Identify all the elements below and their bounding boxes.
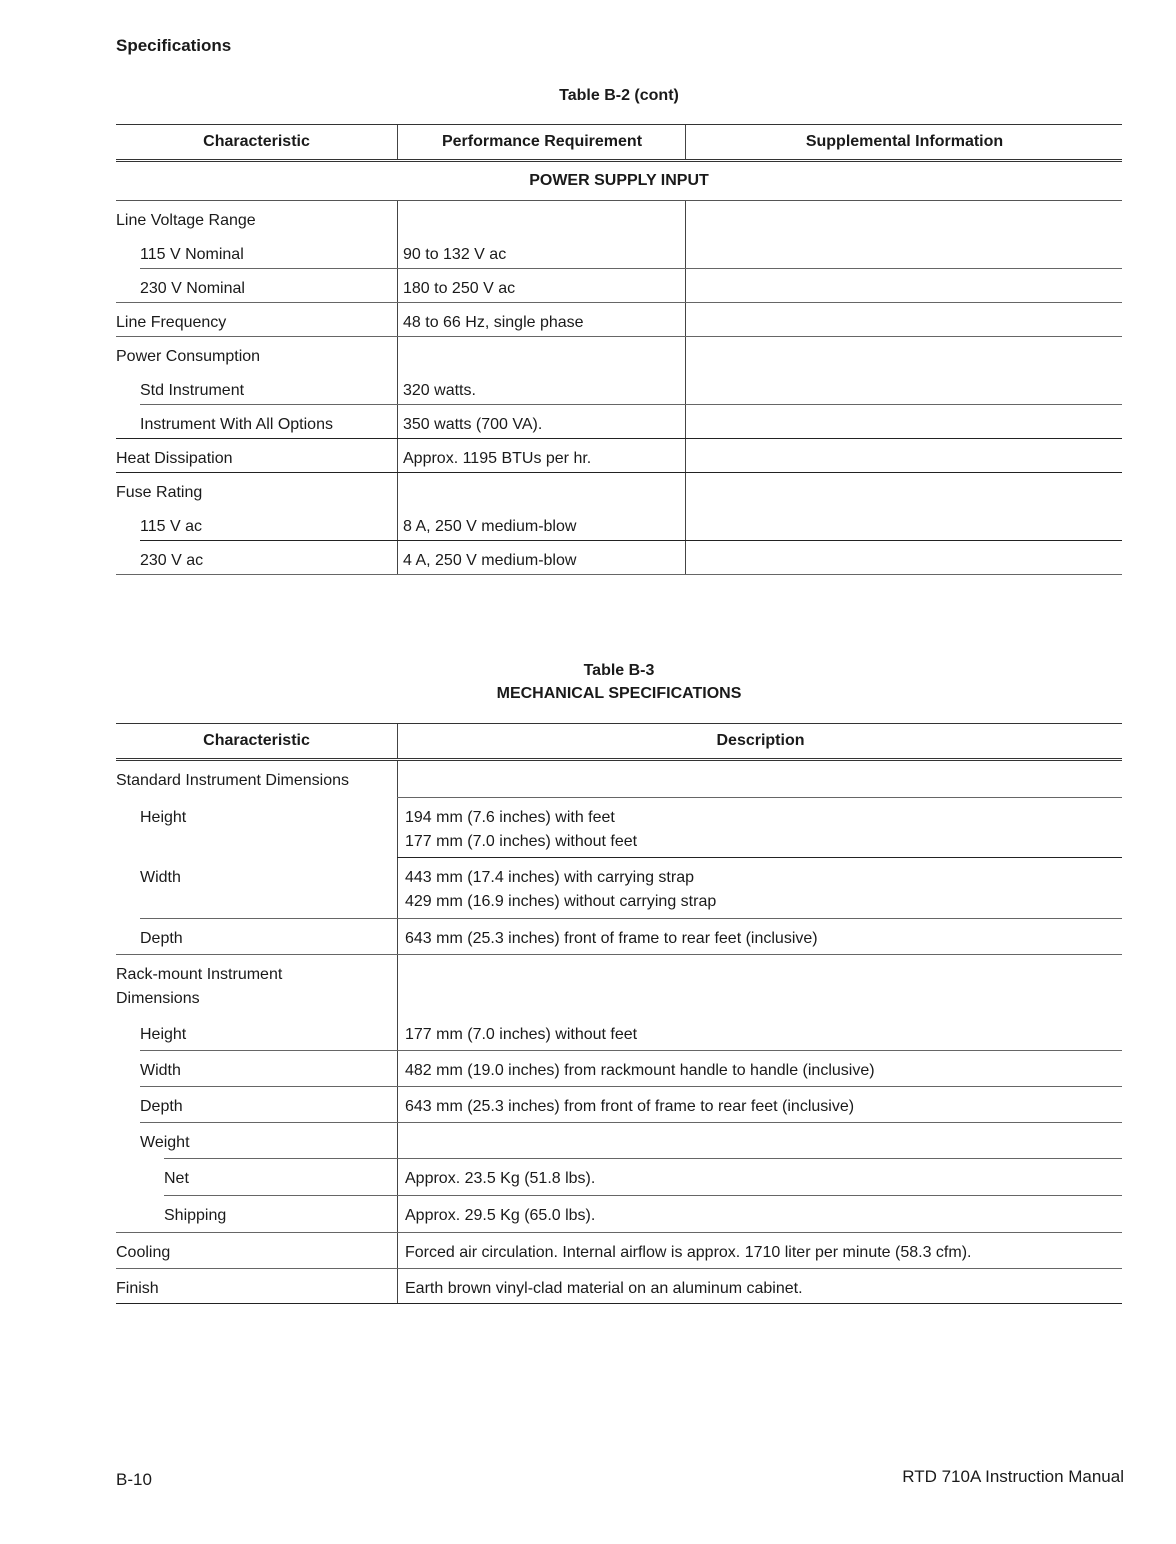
table-b3-body (116, 761, 1122, 1304)
cell-characteristic: Depth (140, 930, 183, 947)
section-title: Specifications (116, 36, 232, 55)
cell-description: Earth brown vinyl-clad material on an aluminum cabinet. (397, 1269, 1122, 1304)
cell-requirement (397, 473, 685, 507)
table-row (116, 201, 1122, 235)
cell-requirement: 180 to 250 V ac (397, 269, 685, 303)
cell-characteristic: Heat Dissipation (116, 450, 233, 467)
cell-requirement: 320 watts. (397, 371, 685, 405)
characteristic-line: Rack-mount Instrument (116, 966, 283, 983)
manual-title: RTD 710A Instruction Manual (902, 1467, 1124, 1486)
cell-characteristic: Depth (140, 1098, 183, 1115)
cell-requirement: Approx. 1195 BTUs per hr. (397, 439, 685, 473)
table-row (116, 798, 1122, 858)
cell-info (685, 473, 1122, 507)
cell-characteristic: Height (140, 809, 187, 826)
table-row (116, 1087, 1122, 1123)
cell-characteristic: 115 V ac (140, 518, 202, 535)
cell-characteristic: Net (164, 1170, 189, 1187)
cell-description (397, 858, 1122, 919)
cell-characteristic: Instrument With All Options (140, 416, 333, 433)
cell-info (685, 303, 1122, 337)
table-row (116, 1051, 1122, 1087)
cell-characteristic: Weight (140, 1134, 190, 1151)
cell-characteristic: Standard Instrument Dimensions (116, 772, 349, 789)
table-row (116, 919, 1122, 955)
table-row (116, 1233, 1122, 1269)
description-line: 443 mm (17.4 inches) with carrying strap (405, 869, 694, 886)
table-row (116, 1015, 1122, 1051)
cell-description (397, 798, 1122, 858)
table-row (116, 371, 1122, 405)
cell-description (397, 955, 1122, 1015)
cell-info (685, 201, 1122, 235)
cell-requirement: 90 to 132 V ac (397, 235, 685, 269)
cell-characteristic: Line Frequency (116, 314, 227, 331)
col-header-description: Description (397, 724, 1123, 758)
cell-info (685, 541, 1122, 575)
row-divider (116, 1303, 1122, 1304)
table-row (116, 1159, 1122, 1196)
table-row (116, 439, 1122, 473)
table-row (116, 303, 1122, 337)
cell-info (685, 269, 1122, 303)
table-b2-body (116, 201, 1122, 575)
table-row (116, 337, 1122, 371)
table-row (116, 1196, 1122, 1233)
cell-characteristic (116, 955, 397, 1015)
cell-description: Approx. 29.5 Kg (65.0 lbs). (397, 1196, 1122, 1233)
cell-requirement (397, 201, 685, 235)
table-b2-caption: Table B-2 (cont) (559, 87, 679, 104)
cell-characteristic: Shipping (164, 1207, 227, 1224)
cell-requirement: 8 A, 250 V medium-blow (397, 507, 685, 541)
table-b3-header (116, 723, 1122, 761)
description-line: 194 mm (7.6 inches) with feet (405, 809, 615, 826)
table-row (116, 541, 1122, 575)
cell-characteristic: Line Voltage Range (116, 212, 256, 229)
cell-characteristic: 230 V Nominal (140, 280, 245, 297)
cell-description (397, 1123, 1122, 1159)
cell-info (685, 235, 1122, 269)
table-row (116, 235, 1122, 269)
description-line: 177 mm (7.0 inches) without feet (405, 833, 638, 850)
table-b3-caption: Table B-3 (583, 662, 655, 679)
cell-info (685, 371, 1122, 405)
table-b2-header (116, 124, 1122, 162)
cell-characteristic: 115 V Nominal (140, 246, 244, 263)
table-row (116, 1269, 1122, 1304)
cell-characteristic: Width (140, 869, 181, 886)
cell-characteristic: Height (140, 1026, 187, 1043)
cell-description: 643 mm (25.3 inches) front of frame to rear feet (inclusive) (397, 919, 1122, 955)
cell-characteristic: Cooling (116, 1244, 171, 1261)
cell-characteristic: Fuse Rating (116, 484, 203, 501)
cell-characteristic: 230 V ac (140, 552, 204, 569)
cell-info (685, 507, 1122, 541)
cell-info (685, 439, 1122, 473)
cell-requirement: 4 A, 250 V medium-blow (397, 541, 685, 575)
table-row (116, 507, 1122, 541)
col-header-characteristic: Characteristic (203, 732, 310, 749)
cell-info (685, 337, 1122, 371)
table-b3 (116, 723, 1122, 1304)
cell-characteristic: Width (140, 1062, 181, 1079)
section-band-power-supply-input: POWER SUPPLY INPUT (116, 162, 1122, 201)
cell-description: Approx. 23.5 Kg (51.8 lbs). (397, 1159, 1122, 1196)
table-row (116, 269, 1122, 303)
col-header-performance-requirement: Performance Requirement (397, 125, 686, 159)
cell-requirement: 48 to 66 Hz, single phase (397, 303, 685, 337)
cell-characteristic: Power Consumption (116, 348, 261, 365)
cell-description: 482 mm (19.0 inches) from rackmount handle to handle (inclusive) (397, 1051, 1122, 1087)
table-b2 (116, 124, 1122, 575)
table-row (116, 955, 1122, 1015)
page-number: B-10 (116, 1470, 152, 1489)
col-header-supplemental-information: Supplemental Information (685, 125, 1123, 159)
cell-description: 177 mm (7.0 inches) without feet (397, 1015, 1122, 1051)
table-row (116, 473, 1122, 507)
table-row (116, 1123, 1122, 1159)
cell-requirement: 350 watts (700 VA). (397, 405, 685, 439)
cell-info (685, 405, 1122, 439)
row-divider (116, 574, 1122, 575)
table-row (116, 761, 1122, 798)
col-header-characteristic: Characteristic (203, 133, 310, 150)
cell-characteristic: Finish (116, 1280, 159, 1297)
description-line: 429 mm (16.9 inches) without carrying strap (405, 893, 717, 910)
table-row (116, 858, 1122, 919)
table-b3-subcaption: MECHANICAL SPECIFICATIONS (496, 685, 742, 702)
cell-description: 643 mm (25.3 inches) from front of frame to rear feet (inclusive) (397, 1087, 1122, 1123)
cell-description (397, 761, 1122, 798)
cell-requirement (397, 337, 685, 371)
cell-characteristic: Std Instrument (140, 382, 245, 399)
table-row (116, 405, 1122, 439)
cell-description: Forced air circulation. Internal airflow is approx. 1710 liter per minute (58.3 cfm). (397, 1233, 1122, 1269)
characteristic-line: Dimensions (116, 990, 200, 1007)
